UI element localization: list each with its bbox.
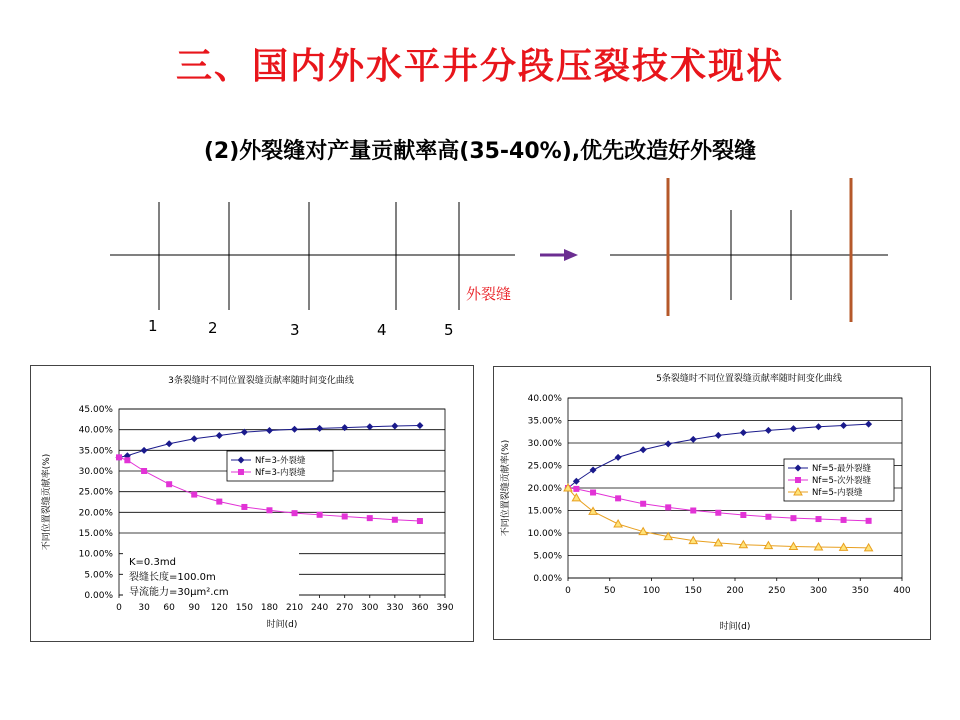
c1-ylabel: 不同位置裂缝贡献率(%) <box>42 453 52 551</box>
fracture-number-5: 5 <box>444 321 454 339</box>
c2-series-0-point-10 <box>790 425 797 432</box>
c2-xtick-3: 150 <box>684 586 702 596</box>
c2-ytick-8: 40.00% <box>527 394 562 404</box>
c1-xtick-8: 240 <box>311 603 329 613</box>
c1-ytick-3: 15.00% <box>78 529 113 539</box>
c2-xtick-6: 300 <box>809 586 828 596</box>
c2-legend-label-1: Nf=5-次外裂缝 <box>812 476 871 486</box>
c2-series-1-point-10 <box>790 515 796 521</box>
c1-ytick-2: 10.00% <box>78 549 113 560</box>
chart-3-fractures-frame <box>30 365 474 642</box>
c2-series-2-point-3 <box>614 520 622 527</box>
c1-xtick-9: 270 <box>336 603 354 613</box>
c1-series-1-point-12 <box>392 517 398 523</box>
c1-series-1-point-11 <box>367 515 373 521</box>
c2-series-1-point-1 <box>573 486 579 492</box>
c2-series-0-point-8 <box>740 429 747 436</box>
c2-series-1-point-5 <box>665 504 671 510</box>
c1-series-1-point-4 <box>191 492 197 498</box>
c2-ylabel: 不同位置裂缝贡献率(%) <box>501 439 511 537</box>
c1-series-0-point-11 <box>366 423 373 430</box>
slide-subtitle: (2)外裂缝对产量贡献率高(35-40%),优先改造好外裂缝 <box>203 139 757 164</box>
c1-ytick-0: 0.00% <box>84 591 113 601</box>
c2-series-1-point-11 <box>816 516 822 522</box>
c1-series-1-point-0 <box>116 454 122 460</box>
c1-xtick-7: 210 <box>285 603 304 613</box>
c2-series-0-point-9 <box>765 427 772 434</box>
c1-xtick-12: 360 <box>411 603 429 613</box>
c2-ytick-1: 5.00% <box>533 551 562 562</box>
c2-series-0-point-12 <box>840 422 847 429</box>
c1-series-0-point-7 <box>266 427 273 434</box>
c1-xtick-3: 90 <box>188 603 200 613</box>
c1-series-0-point-3 <box>166 440 173 447</box>
c2-xtick-8: 400 <box>893 586 911 596</box>
c2-series-1-point-8 <box>740 512 746 518</box>
c2-title: 5条裂缝时不同位置裂缝贡献率随时间变化曲线 <box>656 374 842 384</box>
c1-series-1-point-9 <box>317 512 323 518</box>
c2-legend-swatch-marker-1 <box>795 477 801 483</box>
c2-legend-label-0: Nf=5-最外裂缝 <box>812 464 871 474</box>
c1-series-0-point-8 <box>291 426 298 433</box>
c2-series-1-point-13 <box>866 518 872 524</box>
outer-fracture-label: 外裂缝 <box>466 285 512 303</box>
c2-series-0-point-4 <box>640 446 647 453</box>
c2-series-0-point-11 <box>815 423 822 430</box>
c1-xlabel: 时间(d) <box>266 620 298 630</box>
c1-series-1-point-3 <box>166 481 172 487</box>
c2-series-0-point-13 <box>865 421 872 428</box>
c1-series-1-point-2 <box>141 468 147 474</box>
c1-series-0-point-9 <box>316 425 323 432</box>
c2-ytick-0: 0.00% <box>533 574 562 584</box>
c1-xtick-4: 120 <box>210 603 228 613</box>
c2-series-1-point-6 <box>690 508 696 514</box>
c1-annotation-2: 导流能力=30μm².cm <box>129 587 229 598</box>
c1-xtick-2: 60 <box>163 603 175 613</box>
c1-xtick-1: 30 <box>138 603 150 613</box>
c2-series-1-point-2 <box>590 490 596 496</box>
c1-ytick-5: 25.00% <box>78 487 113 498</box>
c1-title: 3条裂缝时不同位置裂缝贡献率随时间变化曲线 <box>168 376 354 386</box>
c2-ytick-3: 15.00% <box>527 506 562 517</box>
c2-series-0-point-5 <box>665 440 672 447</box>
c1-series-1-point-1 <box>124 457 130 463</box>
c2-xtick-0: 0 <box>565 586 571 596</box>
c1-ytick-4: 20.00% <box>78 508 113 519</box>
c1-ytick-8: 40.00% <box>78 425 113 436</box>
c2-ytick-6: 30.00% <box>527 439 562 449</box>
c2-ytick-4: 20.00% <box>527 484 562 494</box>
c2-ytick-7: 35.00% <box>527 416 562 427</box>
c2-legend-label-2: Nf=5-内裂缝 <box>812 488 863 498</box>
c2-ytick-2: 10.00% <box>527 529 562 539</box>
c1-xtick-10: 300 <box>361 603 379 613</box>
c1-xtick-13: 390 <box>436 603 454 613</box>
c1-xtick-5: 150 <box>235 603 253 613</box>
c1-series-0-point-13 <box>416 422 423 429</box>
c1-series-0-point-5 <box>216 432 223 439</box>
c2-xtick-1: 50 <box>604 586 616 596</box>
c2-series-0-point-7 <box>715 432 722 439</box>
c1-series-1-point-7 <box>266 507 272 513</box>
c1-ytick-9: 45.00% <box>78 405 113 415</box>
c1-ytick-1: 5.00% <box>84 570 113 581</box>
c2-xtick-5: 250 <box>768 586 786 596</box>
c1-ytick-6: 30.00% <box>78 467 113 477</box>
c1-xtick-0: 0 <box>116 603 122 613</box>
c2-xtick-4: 200 <box>726 586 744 596</box>
c1-series-1-point-8 <box>292 510 298 516</box>
c1-xtick-11: 330 <box>386 603 404 613</box>
c1-series-1-point-13 <box>417 518 423 524</box>
c2-series-0-point-6 <box>690 436 697 443</box>
c1-legend-label-1: Nf=3-内裂缝 <box>255 468 306 478</box>
slide-title: 三、国内外水平井分段压裂技术现状 <box>175 46 784 87</box>
c1-series-1-point-10 <box>342 513 348 519</box>
c1-series-0-point-4 <box>191 435 198 442</box>
c1-xtick-6: 180 <box>260 603 279 613</box>
c1-series-0-point-2 <box>141 447 148 454</box>
c1-ytick-7: 35.00% <box>78 446 113 457</box>
arrow-head <box>564 249 578 261</box>
c2-xtick-7: 350 <box>851 586 869 596</box>
c2-series-2-point-2 <box>589 507 597 514</box>
chart-5-fractures <box>494 367 930 639</box>
fracture-number-1: 1 <box>148 317 158 335</box>
c1-legend-swatch-marker-1 <box>238 469 244 475</box>
c1-series-0-point-12 <box>391 422 398 429</box>
chart-3-fractures <box>31 366 473 641</box>
c2-series-1-point-12 <box>841 517 847 523</box>
fracture-number-3: 3 <box>290 321 300 339</box>
fracture-number-2: 2 <box>208 319 218 337</box>
c2-xlabel: 时间(d) <box>719 622 751 632</box>
c2-xtick-2: 100 <box>642 586 661 596</box>
c2-series-1-point-4 <box>640 501 646 507</box>
c1-series-1-point-5 <box>216 499 222 505</box>
c1-annotation-0: K=0.3md <box>129 557 176 568</box>
c2-series-1-point-3 <box>615 495 621 501</box>
fracture-number-4: 4 <box>377 321 387 339</box>
c1-series-1-point-6 <box>241 504 247 510</box>
chart-5-fractures-frame <box>493 366 931 640</box>
c2-ytick-5: 25.00% <box>527 461 562 472</box>
c2-series-0-point-3 <box>615 454 622 461</box>
c2-series-0-point-2 <box>590 467 597 474</box>
c1-annotation-1: 裂缝长度=100.0m <box>129 572 216 583</box>
c1-legend-label-0: Nf=3-外裂缝 <box>255 456 306 466</box>
c2-series-1-point-7 <box>715 510 721 516</box>
c2-series-1-point-9 <box>765 514 771 520</box>
